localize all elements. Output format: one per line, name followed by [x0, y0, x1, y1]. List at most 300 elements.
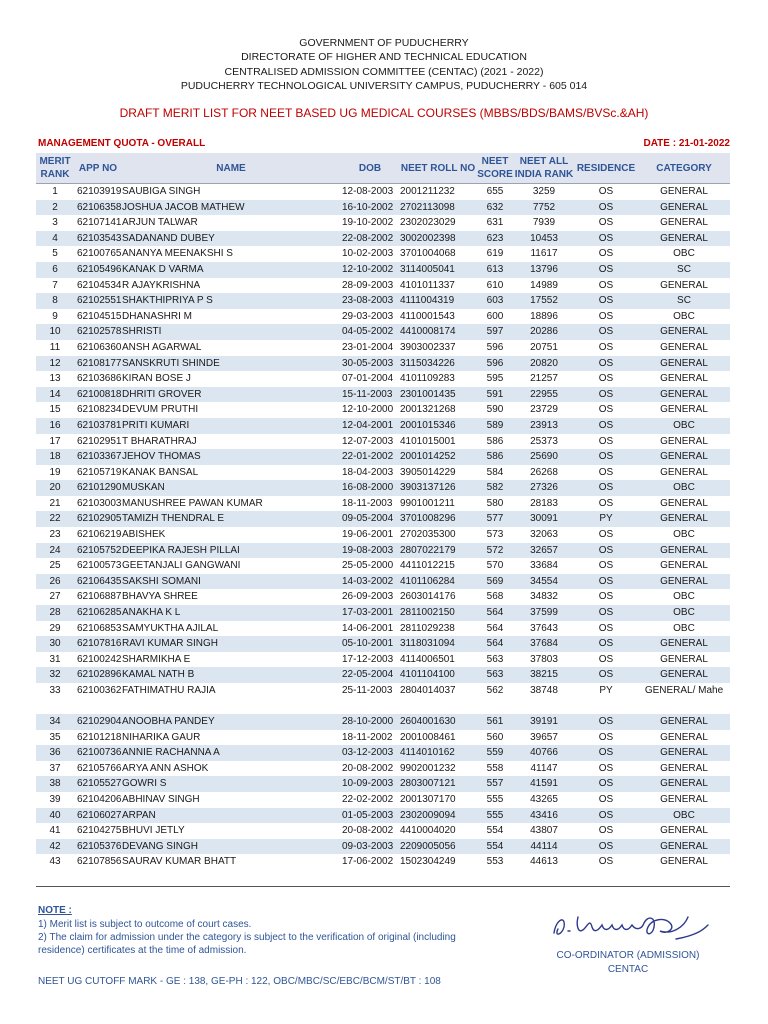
cell-residence: OS: [574, 745, 638, 761]
cell-app-no: 62103003: [77, 497, 122, 509]
table-row: [36, 621, 730, 637]
cell-rank: 19: [49, 466, 61, 478]
cell-roll-no: 4410008174: [400, 324, 476, 340]
cell-air: 43416: [514, 808, 574, 824]
table-row: [36, 262, 730, 278]
cell-score: 564: [486, 622, 504, 634]
cell-app-no: 62102904: [74, 714, 122, 730]
cell-residence: OS: [598, 762, 614, 774]
cell-category: GENERAL: [660, 825, 708, 837]
cell-residence: OS: [598, 373, 614, 385]
cell-name: ABHINAV SINGH: [122, 793, 200, 805]
cell-name: NIHARIKA GAUR: [122, 731, 201, 743]
cell-dob: 18-11-2002: [342, 731, 393, 743]
cell-rank: 39: [49, 793, 61, 805]
coordinator-title: [548, 949, 708, 977]
cell-name: SAURAV KUMAR BHATT: [122, 856, 237, 868]
table-row: [36, 761, 730, 777]
cell-rank: 7: [52, 279, 58, 291]
cell-roll-no: 3701004068: [400, 248, 456, 260]
cell-dob: 22-01-2002: [340, 449, 400, 465]
cell-name: ARJUN TALWAR: [122, 217, 198, 229]
cell-dob: 20-08-2002: [342, 825, 394, 837]
table-row: [36, 402, 730, 418]
cell-app-no: 62100242: [77, 653, 122, 665]
cell-roll-no: 4114010162: [400, 745, 476, 761]
cell-category: GENERAL: [660, 404, 708, 416]
cell-dob: 12-04-2001: [340, 418, 400, 434]
cell-name: PRITI KUMARI: [122, 418, 340, 434]
cell-app-no: 62106360: [77, 341, 122, 353]
cell-roll-no: 4411012215: [400, 560, 455, 572]
cell-name: MUSKAN: [122, 480, 340, 496]
cell-air: 20820: [514, 356, 574, 372]
table-row: [36, 745, 730, 761]
cell-air: 32063: [530, 529, 558, 541]
cell-rank: 17: [49, 435, 61, 447]
cell-name: ANSH AGARWAL: [122, 341, 202, 353]
cell-score: 564: [476, 636, 514, 652]
cell-air: 39657: [530, 731, 558, 743]
cell-residence: OS: [574, 776, 638, 792]
cell-residence: OS: [574, 667, 638, 683]
cell-score: 595: [486, 373, 504, 385]
cell-category: GENERAL: [638, 324, 730, 340]
cell-rank: 2: [36, 200, 74, 216]
table-header-row: [36, 153, 730, 184]
cell-score: 597: [476, 324, 514, 340]
cell-roll-no: 3903002337: [400, 341, 456, 353]
cell-roll-no: 2001015346: [400, 418, 476, 434]
cell-air: 25690: [514, 449, 574, 465]
cell-air: 37599: [514, 605, 574, 621]
cell-score: 560: [486, 731, 504, 743]
cell-dob: 19-06-2001: [342, 529, 394, 541]
cell-rank: 31: [49, 653, 61, 665]
cell-dob: 10-09-2003: [340, 776, 400, 792]
cell-score: 568: [486, 591, 504, 603]
cell-score: 561: [476, 714, 514, 730]
cell-roll-no: 4114006501: [400, 653, 455, 665]
cell-air: 22955: [514, 387, 574, 403]
table-row: [36, 246, 730, 262]
cell-roll-no: 2702035300: [400, 529, 456, 541]
cell-air: 23913: [514, 418, 574, 434]
table-row: [36, 356, 730, 372]
cell-name: MANUSHREE PAWAN KUMAR: [122, 497, 263, 509]
cell-air: 28183: [530, 497, 558, 509]
cell-residence: OS: [598, 310, 614, 322]
cell-name: SADANAND DUBEY: [122, 231, 340, 247]
cell-dob: 28-10-2000: [340, 714, 400, 730]
cell-residence: OS: [598, 653, 614, 665]
cell-rank: 43: [49, 856, 61, 868]
table-row: [36, 527, 730, 543]
cell-category: OBC: [638, 605, 730, 621]
cell-dob: 16-08-2000: [340, 480, 400, 496]
cell-roll-no: 4410004020: [400, 825, 456, 837]
cell-roll-no: 2001014252: [400, 449, 476, 465]
header-line-government: GOVERNMENT OF PUDUCHERRY: [299, 37, 469, 49]
cutoff-marks: NEET UG CUTOFF MARK - GE : 138, GE-PH : 122, OBC/MBC/SC/EBC/BCM/ST/BT : 108: [38, 976, 441, 987]
cell-dob: 19-08-2003: [340, 543, 400, 559]
cell-roll-no: 3903137126: [400, 480, 476, 496]
cell-residence: OS: [574, 714, 638, 730]
cell-name: KAMAL NATH B: [122, 667, 340, 683]
cell-category: GENERAL: [660, 731, 708, 743]
cell-name: GEETANJALI GANGWANI: [122, 560, 241, 572]
table-row: [36, 449, 730, 465]
cell-score: 555: [476, 808, 514, 824]
cell-air: 37803: [530, 653, 558, 665]
cell-name: JOSHUA JACOB MATHEW: [122, 200, 340, 216]
cell-rank: 32: [36, 667, 74, 683]
cell-score: 564: [476, 605, 514, 621]
cell-name: DHRITI GROVER: [122, 387, 340, 403]
cell-dob: 12-10-2000: [342, 404, 394, 416]
cell-air: 34554: [514, 574, 574, 590]
table-row: [36, 184, 730, 200]
col-header-air: NEET ALL INDIA RANK: [514, 153, 574, 184]
cell-rank: 42: [36, 839, 74, 855]
table-row: [36, 465, 730, 481]
cell-app-no: 62103781: [74, 418, 122, 434]
cell-air: 33684: [530, 560, 558, 572]
cell-dob: 16-10-2002: [340, 200, 400, 216]
cell-dob: 09-03-2003: [340, 839, 400, 855]
cell-air: 7752: [514, 200, 574, 216]
cell-name: FATHIMATHU RAJIA: [122, 685, 216, 696]
cell-roll-no: 2001307170: [400, 793, 456, 805]
cell-dob: 04-05-2002: [340, 324, 400, 340]
cell-residence: OS: [574, 200, 638, 216]
coordinator-line-1: CO-ORDINATOR (ADMISSION): [556, 950, 700, 961]
cell-dob: 10-02-2003: [342, 248, 394, 260]
cell-roll-no: 2302009094: [400, 808, 476, 824]
cell-air: 40766: [514, 745, 574, 761]
cell-category: OBC: [638, 808, 730, 824]
cell-score: 553: [486, 856, 504, 868]
cell-rank: 13: [49, 373, 61, 385]
cell-roll-no: 1502304249: [400, 856, 456, 868]
cell-app-no: 62103919: [77, 186, 122, 197]
cell-rank: 37: [49, 762, 61, 774]
cell-name: SHARMIKHA E: [122, 653, 191, 665]
cell-air: 44114: [514, 839, 574, 855]
cell-residence: PY: [599, 685, 613, 696]
cell-dob: 17-06-2002: [342, 856, 394, 868]
table-row: [36, 324, 730, 340]
table-row: [36, 574, 730, 590]
cell-name: ANAKHA K L: [122, 605, 340, 621]
cell-residence: OS: [598, 731, 614, 743]
cell-category: GENERAL: [638, 667, 730, 683]
cell-residence: OS: [574, 543, 638, 559]
cell-category: GENERAL: [638, 449, 730, 465]
cell-score: 613: [476, 262, 514, 278]
cell-air: 43807: [530, 825, 558, 837]
cell-name: ANANYA MEENAKSHI S: [122, 248, 233, 260]
note-heading: NOTE :: [38, 905, 72, 916]
cell-rank: 36: [36, 745, 74, 761]
table-row: [36, 418, 730, 434]
cell-residence: OS: [598, 825, 614, 837]
cell-category: GENERAL: [660, 373, 708, 385]
cell-score: 586: [476, 449, 514, 465]
cell-category: GENERAL: [638, 387, 730, 403]
cell-residence: OS: [574, 574, 638, 590]
cell-rank: 15: [49, 404, 61, 416]
header-line-centac: CENTRALISED ADMISSION COMMITTEE (CENTAC) (2021 - 2022): [224, 66, 544, 78]
cell-roll-no: 2209005056: [400, 839, 476, 855]
cell-rank: 12: [36, 356, 74, 372]
cell-dob: 29-03-2003: [342, 310, 394, 322]
cell-air: 20286: [514, 324, 574, 340]
col-header-name: NAME: [122, 153, 340, 184]
cell-score: 582: [476, 480, 514, 496]
cell-residence: OS: [574, 480, 638, 496]
cell-category: GENERAL: [638, 636, 730, 652]
cell-roll-no: 9902001232: [400, 762, 456, 774]
cell-dob: 19-10-2002: [342, 217, 394, 229]
cell-dob: 30-05-2003: [340, 356, 400, 372]
cell-category: GENERAL: [660, 279, 708, 291]
cell-dob: 20-08-2002: [342, 762, 394, 774]
date-label: DATE : 21-01-2022: [643, 138, 730, 149]
cell-residence: OS: [598, 529, 614, 541]
cell-app-no: 62102896: [74, 667, 122, 683]
cell-rank: 23: [49, 529, 61, 541]
cell-dob: 23-08-2003: [340, 293, 400, 309]
cell-roll-no: 3002002398: [400, 231, 476, 247]
table-row: [36, 730, 730, 746]
cell-score: 569: [476, 574, 514, 590]
cell-dob: 26-09-2003: [342, 591, 394, 603]
header-line-address: PUDUCHERRY TECHNOLOGICAL UNIVERSITY CAMPUS, PUDUCHERRY - 605 014: [180, 80, 588, 92]
cell-residence: OS: [574, 293, 638, 309]
cell-name: SAUBIGA SINGH: [122, 186, 201, 197]
col-header-residence: RESIDENCE: [574, 153, 638, 184]
cell-roll-no: 2001321268: [400, 404, 456, 416]
cell-residence: OS: [598, 466, 614, 478]
cell-app-no: 62106027: [74, 808, 122, 824]
table-row: [36, 543, 730, 559]
cell-roll-no: 2803007121: [400, 776, 476, 792]
cell-category: OBC: [673, 591, 695, 603]
col-header-dob: DOB: [340, 153, 400, 184]
cell-residence: OS: [574, 356, 638, 372]
cell-air: 41147: [530, 762, 558, 774]
cell-app-no: 62105766: [77, 762, 122, 774]
cell-name: DEVANG SINGH: [122, 839, 340, 855]
cell-roll-no: 4101106284: [400, 574, 476, 590]
cell-app-no: 62104534: [77, 279, 122, 291]
cell-category: GENERAL: [638, 839, 730, 855]
cell-roll-no: 2001211232: [400, 186, 455, 197]
cell-category: GENERAL/ Mahe: [644, 685, 724, 696]
cell-roll-no: 2001008461: [400, 731, 456, 743]
table-row: [36, 496, 730, 512]
cell-dob: 17-12-2003: [342, 653, 394, 665]
cell-name: BHAVYA SHREE: [122, 591, 198, 603]
cell-roll-no: 2604001630: [400, 714, 476, 730]
cell-category: GENERAL: [660, 435, 708, 447]
cell-residence: OS: [598, 793, 614, 805]
cell-rank: 35: [49, 731, 61, 743]
note-item-1: 1) Merit list is subject to outcome of court cases.: [38, 919, 252, 930]
cell-roll-no: 2603014176: [400, 591, 456, 603]
cell-name: SANSKRUTI SHINDE: [122, 356, 340, 372]
cell-residence: OS: [574, 387, 638, 403]
cell-roll-no: 4101109283: [400, 373, 455, 385]
table-row: [36, 340, 730, 356]
cell-dob: 07-01-2004: [342, 373, 394, 385]
cell-category: GENERAL: [660, 466, 708, 478]
cell-category: OBC: [673, 622, 695, 634]
cell-app-no: 62106358: [74, 200, 122, 216]
cell-app-no: 62102551: [74, 293, 122, 309]
cell-app-no: 62106853: [77, 622, 122, 634]
col-header-score: NEET SCORE: [476, 153, 514, 184]
cell-dob: 22-08-2002: [340, 231, 400, 247]
cell-score: 603: [476, 293, 514, 309]
table-row: [36, 714, 730, 730]
cell-score: 596: [486, 341, 504, 353]
cell-residence: OS: [598, 560, 614, 572]
cell-app-no: 62105752: [74, 543, 122, 559]
table-row: [36, 652, 730, 668]
cell-score: 580: [486, 497, 504, 509]
cell-rank: 38: [36, 776, 74, 792]
cell-app-no: 62106887: [77, 591, 122, 603]
cell-rank: 6: [36, 262, 74, 278]
cell-category: SC: [638, 293, 730, 309]
cell-name: KANAK D VARMA: [122, 262, 340, 278]
coordinator-signature: [548, 905, 718, 945]
cell-rank: 10: [36, 324, 74, 340]
cell-category: GENERAL: [660, 856, 708, 868]
table-row: [36, 776, 730, 792]
cell-category: GENERAL: [638, 511, 730, 527]
cell-app-no: 62106435: [74, 574, 122, 590]
cell-app-no: 62104275: [77, 825, 122, 837]
cell-residence: OS: [598, 341, 614, 353]
table-row: [36, 823, 730, 839]
cell-app-no: 62105496: [74, 262, 122, 278]
cell-air: 17552: [514, 293, 574, 309]
cell-air: 37643: [530, 622, 558, 634]
cell-roll-no: 2811029238: [400, 622, 455, 634]
cell-category: GENERAL: [638, 543, 730, 559]
cell-roll-no: 3905014229: [400, 466, 456, 478]
cell-name: DEEPIKA RAJESH PILLAI: [122, 543, 340, 559]
cell-name: TAMIZH THENDRAL E: [122, 511, 340, 527]
cell-air: 30091: [514, 511, 574, 527]
page-title: DRAFT MERIT LIST FOR NEET BASED UG MEDICAL COURSES (MBBS/BDS/BAMS/BVSc.&AH): [119, 106, 649, 120]
cell-roll-no: 2301001435: [400, 387, 476, 403]
cell-air: 37684: [514, 636, 574, 652]
cell-air: 41591: [514, 776, 574, 792]
cell-residence: OS: [574, 808, 638, 824]
cell-score: 589: [476, 418, 514, 434]
cell-roll-no: 3115034226: [400, 356, 476, 372]
cell-category: OBC: [638, 480, 730, 496]
cell-category: OBC: [673, 529, 695, 541]
cell-air: 14989: [530, 279, 558, 291]
cell-rank: 8: [36, 293, 74, 309]
cell-app-no: 62108177: [74, 356, 122, 372]
cell-score: 632: [476, 200, 514, 216]
cell-dob: 28-09-2003: [342, 279, 394, 291]
cell-app-no: 62107141: [77, 217, 122, 229]
cell-residence: OS: [598, 856, 614, 868]
cell-category: GENERAL: [660, 762, 708, 774]
cell-rank: 26: [36, 574, 74, 590]
cell-app-no: 62100818: [74, 387, 122, 403]
cell-app-no: 62101290: [74, 480, 122, 496]
col-header-roll-no: NEET ROLL NO: [400, 153, 476, 184]
cell-rank: 21: [49, 497, 61, 509]
cell-app-no: 62106219: [77, 529, 122, 541]
cell-rank: 33: [49, 685, 61, 696]
cell-air: 25373: [530, 435, 558, 447]
cell-air: 26268: [530, 466, 558, 478]
cell-category: GENERAL: [638, 745, 730, 761]
cell-dob: 22-02-2002: [342, 793, 394, 805]
col-header-app-no: APP NO: [74, 153, 122, 184]
cell-app-no: 62105376: [74, 839, 122, 855]
cell-score: 584: [486, 466, 504, 478]
cell-score: 558: [486, 762, 504, 774]
cell-app-no: 62105527: [74, 776, 122, 792]
cell-category: GENERAL: [660, 217, 708, 229]
cell-app-no: 62101218: [77, 731, 122, 743]
cell-score: 596: [476, 356, 514, 372]
cell-name: JEHOV THOMAS: [122, 449, 340, 465]
cell-score: 557: [476, 776, 514, 792]
table-row: [36, 636, 730, 652]
cell-dob: 15-11-2003: [340, 387, 400, 403]
cell-rank: 4: [36, 231, 74, 247]
cell-name: KIRAN BOSE J: [122, 373, 191, 385]
cell-dob: 03-12-2003: [340, 745, 400, 761]
cell-score: 555: [486, 793, 504, 805]
cell-roll-no: 4101015001: [400, 435, 456, 447]
cell-air: 21257: [530, 373, 558, 385]
table-row: [36, 511, 730, 527]
cell-category: GENERAL: [638, 714, 730, 730]
cell-air: 7939: [532, 217, 556, 229]
cell-name: T BHARATHRAJ: [122, 435, 197, 447]
cell-dob: 22-05-2004: [340, 667, 400, 683]
cell-rank: 18: [36, 449, 74, 465]
cell-rank: 9: [52, 310, 58, 322]
cell-category: GENERAL: [660, 186, 708, 197]
cell-dob: 18-04-2003: [342, 466, 394, 478]
cell-score: 590: [486, 404, 504, 416]
cell-air: 39191: [514, 714, 574, 730]
cell-residence: OS: [598, 186, 614, 197]
cell-dob: 17-03-2001: [340, 605, 400, 621]
cell-app-no: 62104515: [77, 310, 122, 322]
table-row: [36, 792, 730, 808]
cell-name: R AJAYKRISHNA: [122, 279, 201, 291]
cell-air: 38748: [530, 685, 558, 696]
cell-score: 563: [486, 653, 504, 665]
cell-category: GENERAL: [660, 341, 708, 353]
table-row: [36, 231, 730, 247]
table-row: [36, 200, 730, 216]
